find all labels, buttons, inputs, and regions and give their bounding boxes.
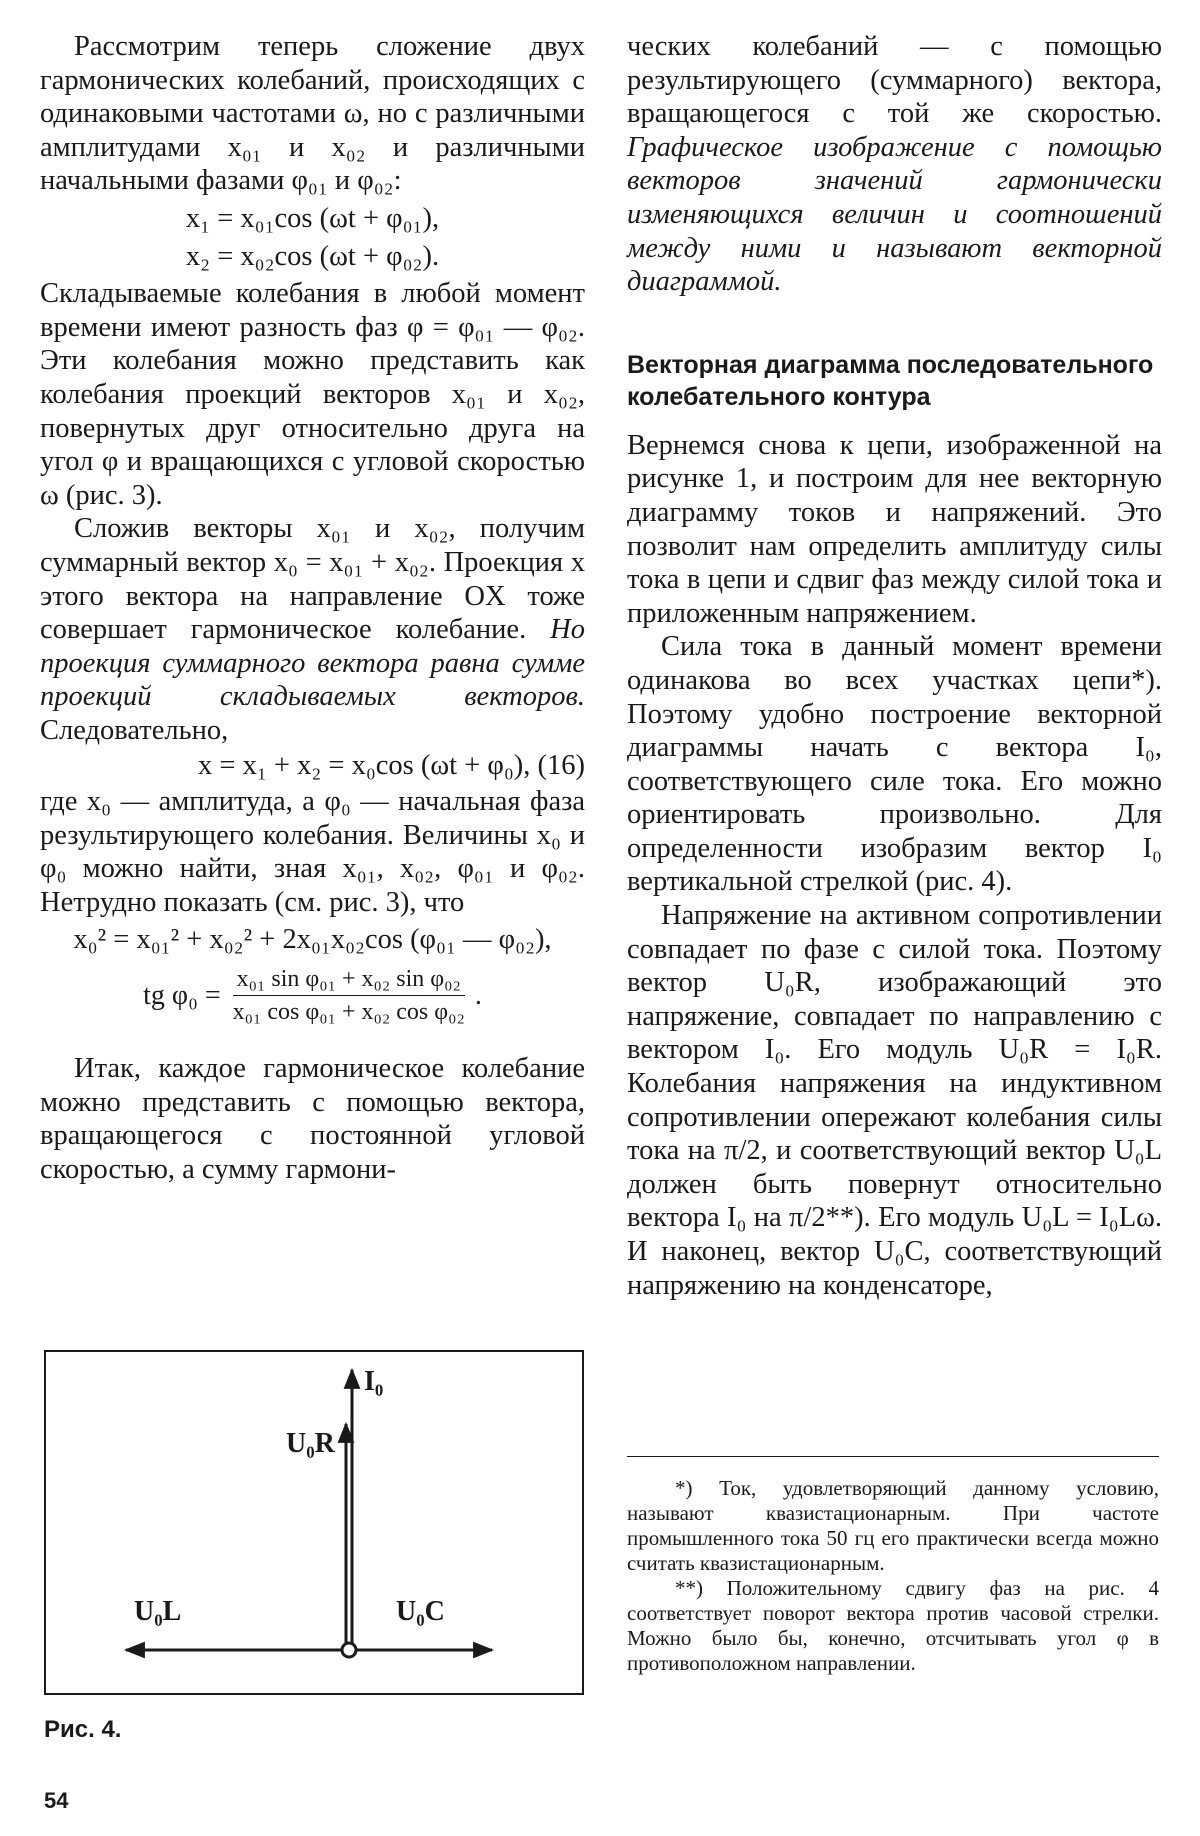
- paragraph-current-vector: Сила тока в данный момент времени одинакова во всех участках цепи*). Поэтому удобно построение векторной диаграммы начать с вектора I₀, соответствующего силе тока. Его можно ориентировать произвольно. Для определенности изобразим вектор I₀ вертикальной стрелкой (рис. 4).: [627, 631, 1162, 898]
- page-number: 54: [44, 1788, 69, 1813]
- vector-sum-italic: Но проекция суммарного вектора равна сумме проекций складываемых векторов.: [40, 614, 585, 713]
- tangent-denominator: x₀₁ cos φ₀₁ + x₀₂ cos φ₀₂: [232, 999, 465, 1026]
- paragraph-conclusion: Итак, каждое гармоническое колебание можно представить с помощью вектора, вращающегося с постоянной угловой скоростью, а сумму гармони-: [40, 1053, 585, 1185]
- tangent-end: .: [474, 979, 482, 1011]
- tangent-fraction: [229, 965, 469, 1026]
- equation-16: x = x₁ + x₂ = x₀cos (ωt + φ₀), (16): [198, 750, 585, 782]
- paragraph-addition-intro: Рассмотрим теперь сложение двух гармонических колебаний, происходящих с одинаковыми частотами ω, но с различными амплитудами x₀₁ и x₀₂ и различными начальными фазами φ₀₁ и φ₀₂:: [40, 31, 585, 197]
- right-column: [627, 30, 1162, 1302]
- label-U0L: U₀L: [134, 1596, 182, 1627]
- vector-sum-tail: Следовательно,: [40, 714, 229, 746]
- figure-caption: Рис. 4.: [44, 1716, 122, 1743]
- vector-sum-text: Сложив векторы x₀₁ и x₀₂, получим суммарный вектор x₀ = x₀₁ + x₀₂. Проекция x этого вектора на направление OX тоже совершает гармоническое колебание.: [40, 513, 585, 646]
- equation-tangent: [40, 965, 585, 1026]
- label-I0: I₀: [364, 1366, 384, 1397]
- paragraph-vector-sum: [40, 512, 585, 747]
- footnote-2: **) Положительному сдвигу фаз на рис. 4 соответствует поворот вектора против часовой стрелки. Можно было бы, конечно, отсчитывать угол φ в противоположном направлении.: [627, 1576, 1159, 1675]
- paragraph-continuation: [627, 30, 1162, 299]
- paragraph-amplitude: где x₀ — амплитуда, а φ₀ — начальная фаза результирующего колебания. Величины x₀ и φ₀ можно найти, зная x₀₁, x₀₂, φ₀₁ и φ₀₂. Нетрудно показать (см. рис. 3), что: [40, 786, 585, 918]
- tangent-numerator: x₀₁ sin φ₀₁ + x₀₂ sin φ₀₂: [233, 965, 465, 996]
- figure-4-vector-diagram: [44, 1350, 584, 1695]
- tangent-lhs: tg φ₀ =: [143, 979, 221, 1011]
- equation-x2: x₂ = x₀₂cos (ωt + φ₀₂).: [185, 240, 440, 272]
- equation-x1: x₁ = x₀₁cos (ωt + φ₀₁),: [185, 202, 440, 234]
- vector-diagram-definition: Графическое изображение с помощью векторов значений гармонически изменяющихся величин и соотношений между ними и называют векторной диаграммой.: [627, 131, 1162, 298]
- footnote-1: *) Ток, удовлетворяющий данному условию, называют квазистационарным. При частоте промышленного тока 50 гц его практически всегда можно считать квазистационарным.: [627, 1476, 1159, 1575]
- label-U0R: U₀R: [286, 1428, 335, 1459]
- vector-diagram-svg: [46, 1352, 582, 1693]
- label-U0C: U₀C: [396, 1596, 445, 1627]
- paragraph-phase-difference: Складываемые колебания в любой момент времени имеют разность фаз φ = φ₀₁ — φ₀₂. Эти колебания можно представить как колебания проекций векторов x₀₁ и x₀₂, повернутых друг относительно друга на угол φ и вращающихся с угловой скоростью ω (рис. 3).: [40, 278, 585, 511]
- footnote-divider: [627, 1456, 1159, 1457]
- section-heading: Векторная диаграмма последовательного колебательного контура: [627, 350, 1154, 411]
- continuation-text: ческих колебаний — с помощью результирующего (суммарного) вектора, вращающегося с той же скоростью.: [627, 31, 1162, 130]
- paragraph-voltage-vectors: Напряжение на активном сопротивлении совпадает по фазе с силой тока. Поэтому вектор U₀R, изображающий это напряжение, совпадает по направлению с вектором I₀. Его модуль U₀R = I₀R. Колебания напряжения на индуктивном сопротивлении опережают колебания силы тока на π/2, и соответствующий вектор U₀L должен быть повернут относительно вектора I₀ на π/2**). Его модуль U₀L = I₀Lω. И наконец, вектор U₀C, соответствующий напряжению на конденсаторе,: [627, 900, 1162, 1301]
- equation-amplitude-squared: x₀² = x₀₁² + x₀₂² + 2x₀₁x₀₂cos (φ₀₁ — φ₀₂),: [73, 924, 552, 956]
- footnotes: [627, 1476, 1159, 1676]
- left-column: [40, 30, 585, 1186]
- paragraph-return-to-circuit: Вернемся снова к цепи, изображенной на рисунке 1, и построим для нее векторную диаграмму токов и напряжений. Это позволит нам определить амплитуду силы тока в цепи и сдвиг фаз между силой тока и приложенным напряжением.: [627, 429, 1162, 629]
- vector-origin: [342, 1643, 356, 1657]
